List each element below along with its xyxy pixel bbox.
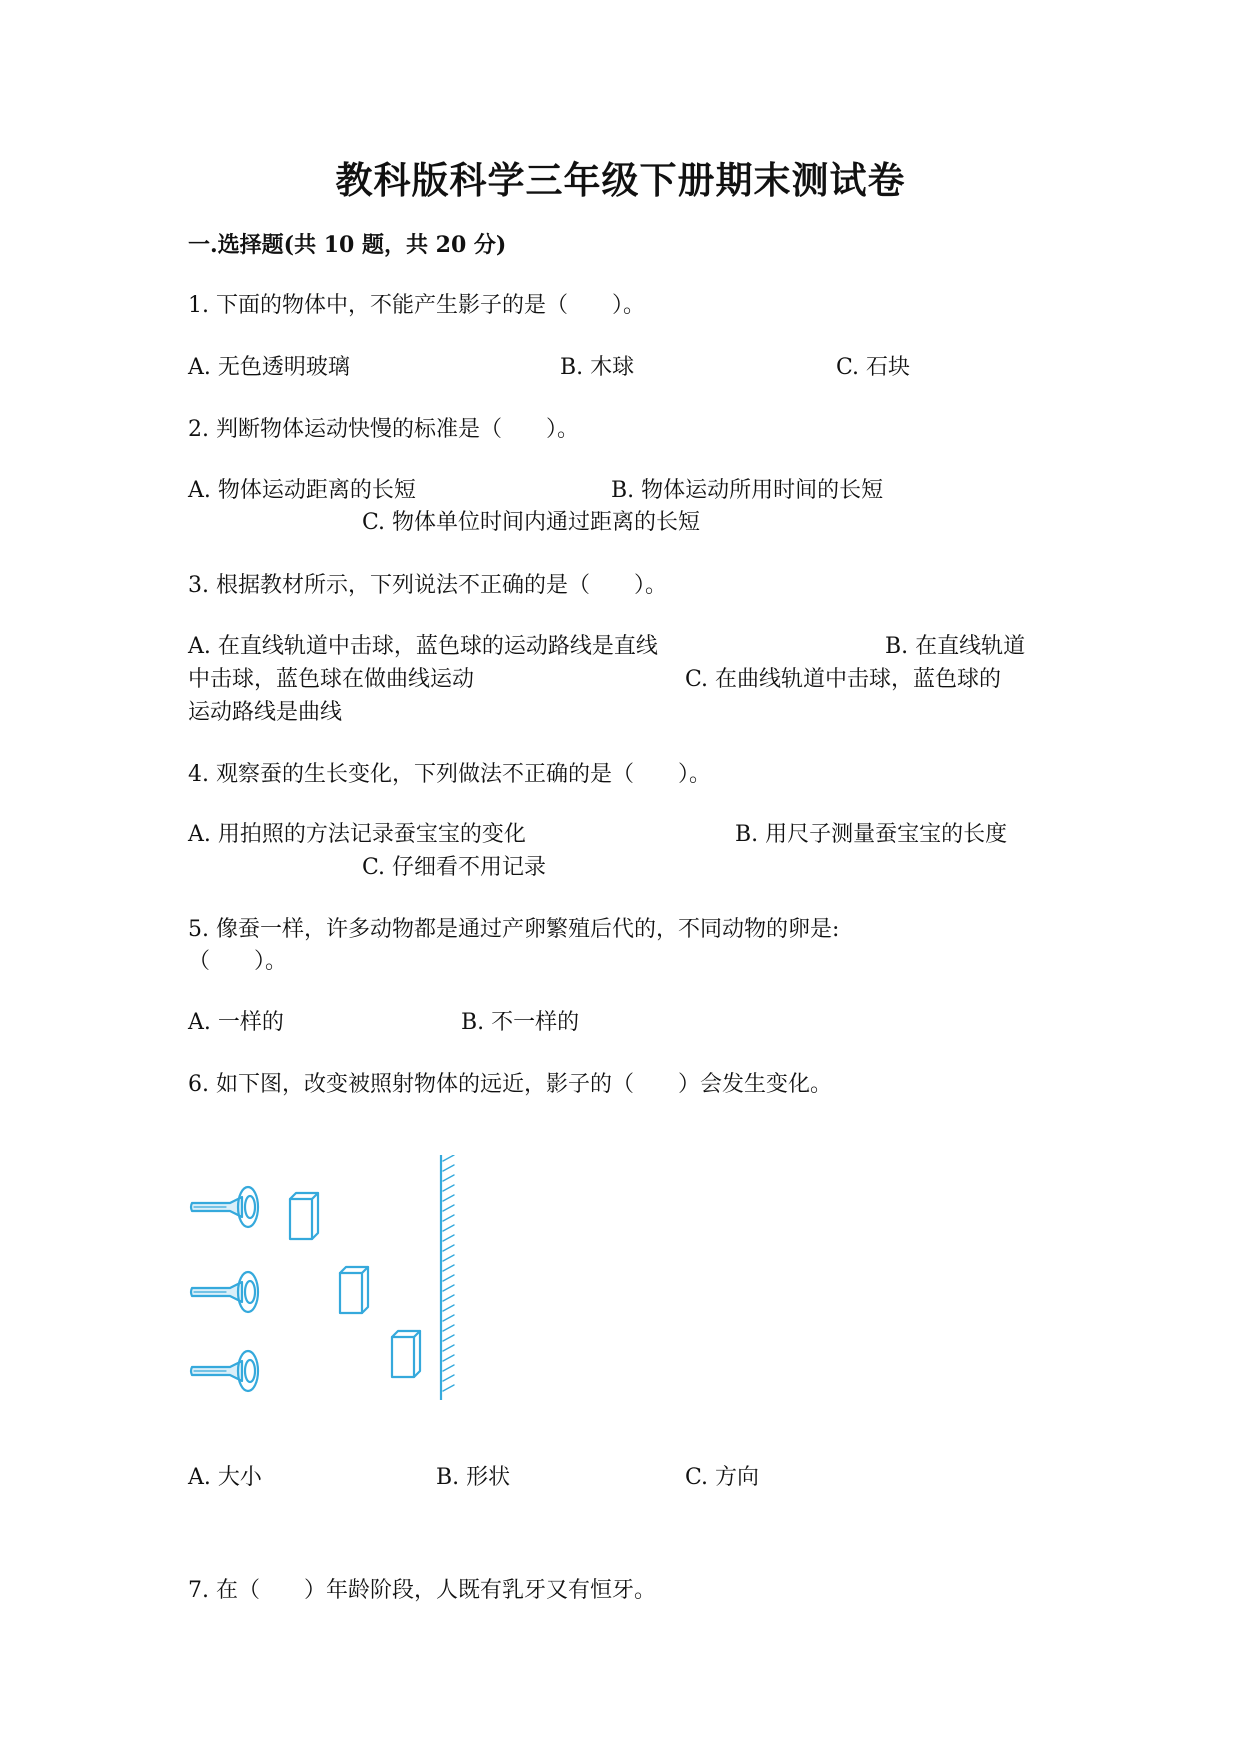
question-3-stem: 3. 根据教材所示，下列说法不正确的是（ ）。	[188, 573, 667, 598]
figure-svg	[186, 1155, 476, 1400]
question-4-stem: 4. 观察蚕的生长变化，下列做法不正确的是（ ）。	[188, 762, 711, 787]
question-5-option-b[interactable]: B. 不一样的	[461, 1010, 580, 1035]
question-6-stem: 6. 如下图，改变被照射物体的远近，影子的（ ）会发生变化。	[188, 1072, 832, 1097]
question-4-option-c[interactable]: C. 仔细看不用记录	[362, 855, 547, 880]
question-7-stem: 7. 在（ ）年龄阶段，人既有乳牙又有恒牙。	[188, 1578, 656, 1603]
question-2-option-b[interactable]: B. 物体运动所用时间的长短	[611, 478, 884, 503]
question-3-option-c-part1[interactable]: C. 在曲线轨道中击球，蓝色球的	[685, 667, 1002, 692]
question-5-stem: 5. 像蚕一样，许多动物都是通过产卵繁殖后代的，不同动物的卵是:	[188, 917, 840, 942]
block-icon	[290, 1193, 318, 1239]
wall-icon	[441, 1155, 454, 1400]
question-2-stem: 2. 判断物体运动快慢的标准是（ ）。	[188, 417, 579, 442]
question-6-option-a[interactable]: A. 大小	[188, 1465, 262, 1490]
question-3-option-b-part1[interactable]: B. 在直线轨道	[885, 634, 1026, 659]
question-1-option-a[interactable]: A. 无色透明玻璃	[188, 355, 350, 380]
question-5-option-a[interactable]: A. 一样的	[188, 1010, 284, 1035]
question-4-option-b[interactable]: B. 用尺子测量蚕宝宝的长度	[735, 822, 1008, 847]
question-2-option-c[interactable]: C. 物体单位时间内通过距离的长短	[362, 510, 701, 535]
question-4-option-a[interactable]: A. 用拍照的方法记录蚕宝宝的变化	[188, 822, 526, 847]
section-heading: 一.选择题(共 10 题，共 20 分)	[188, 232, 507, 258]
shadow-experiment-figure	[186, 1155, 476, 1400]
question-6-option-b[interactable]: B. 形状	[436, 1465, 511, 1490]
page-title: 教科版科学三年级下册期末测试卷	[335, 158, 906, 202]
question-5-stem-continued: （ ）。	[188, 949, 288, 974]
question-2-option-a[interactable]: A. 物体运动距离的长短	[188, 478, 416, 503]
block-icon	[340, 1267, 368, 1313]
block-icon	[392, 1331, 420, 1377]
question-3-option-b-part2[interactable]: 中击球，蓝色球在做曲线运动	[188, 667, 475, 692]
flashlight-icon	[191, 1351, 258, 1391]
question-6-option-c[interactable]: C. 方向	[685, 1465, 760, 1490]
question-1-stem: 1. 下面的物体中，不能产生影子的是（ ）。	[188, 293, 645, 318]
question-3-option-c-part2[interactable]: 运动路线是曲线	[188, 700, 343, 725]
question-1-option-b[interactable]: B. 木球	[560, 355, 635, 380]
question-3-option-a[interactable]: A. 在直线轨道中击球，蓝色球的运动路线是直线	[188, 634, 658, 659]
question-1-option-c[interactable]: C. 石块	[836, 355, 911, 380]
flashlight-icon	[191, 1187, 258, 1227]
flashlight-icon	[191, 1272, 258, 1312]
